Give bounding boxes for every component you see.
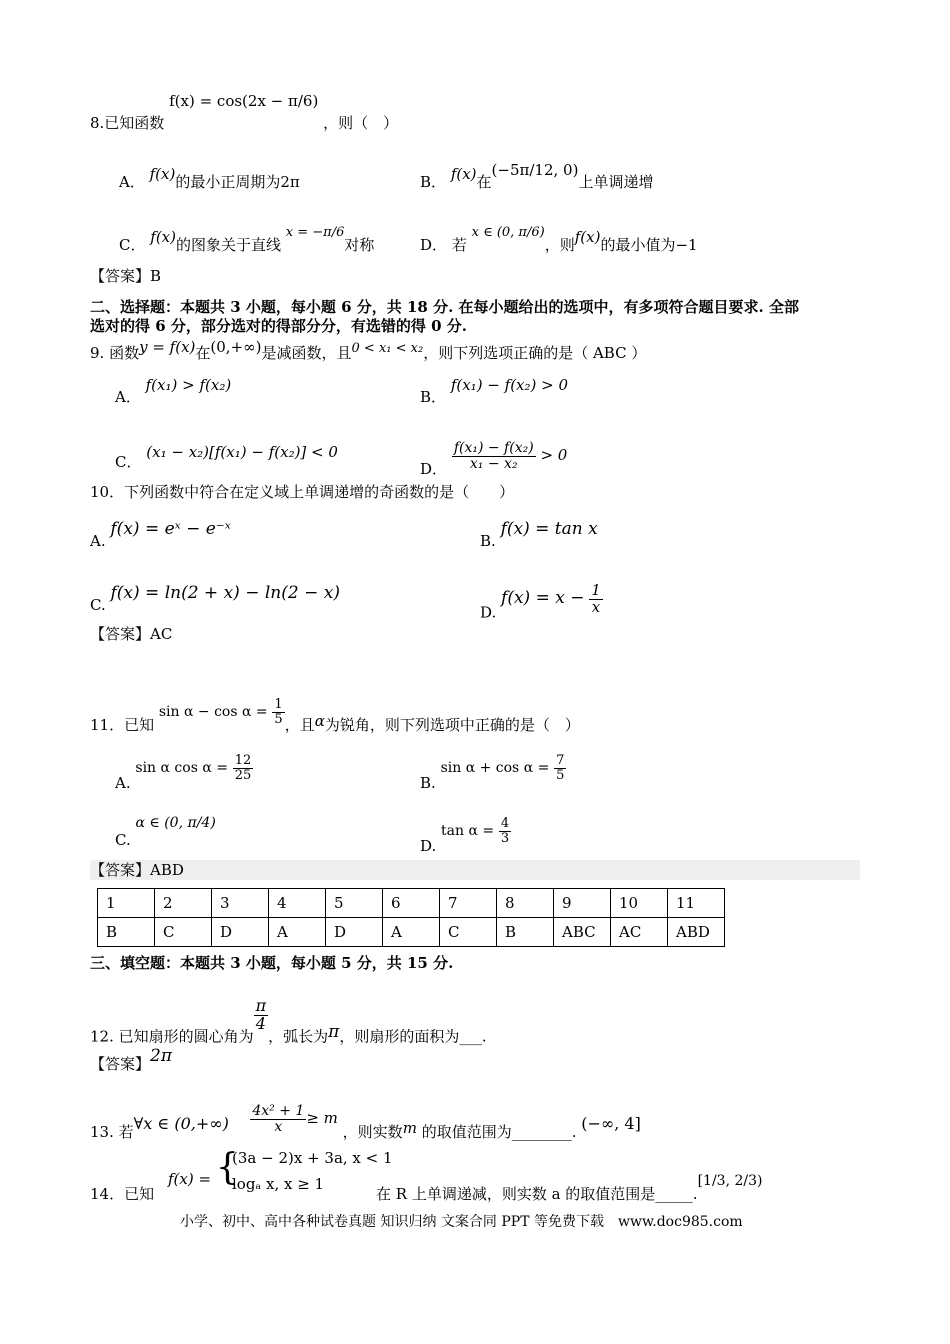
q8-option-b-fx: f(x) xyxy=(450,165,477,183)
q11-option-c-label: C. xyxy=(115,831,131,849)
q12-mid: ，弧长为 xyxy=(268,1027,329,1046)
q8-option-d-cond: x ∈ (0, π/6) xyxy=(471,225,545,240)
q9-option-d-fraction xyxy=(452,441,536,471)
q11-condition: sin α − cos α = xyxy=(158,704,268,721)
q11-option-d-fraction xyxy=(499,817,511,845)
q10-option-a xyxy=(90,519,231,550)
q11-stem xyxy=(90,697,580,740)
q8-option-d-label: D． xyxy=(420,236,448,254)
q13-fraction xyxy=(250,1104,306,1134)
table-cell: D xyxy=(326,918,383,947)
q9-option-d-label: D． xyxy=(420,460,448,479)
q11-alpha: α xyxy=(314,712,325,731)
q13-prefix: 13. 若 xyxy=(90,1123,134,1142)
q11-option-b-expr: sin α + cos α = xyxy=(440,760,550,777)
q12-angle-numerator: π xyxy=(255,996,267,1015)
table-cell: D xyxy=(212,918,269,947)
q9-prefix: 9. 函数 xyxy=(90,344,140,362)
q12-angle-denominator: 4 xyxy=(255,1013,266,1033)
q12-answer xyxy=(90,1046,173,1073)
table-cell: ABD xyxy=(668,918,725,947)
q8-option-b-label: B． xyxy=(420,173,447,191)
q8-option-c-label: C． xyxy=(119,236,146,254)
table-cell: 2 xyxy=(155,889,212,918)
q8-option-c xyxy=(119,225,375,254)
q8-option-b xyxy=(420,161,654,191)
table-cell: A xyxy=(269,918,326,947)
q11-option-b-fraction xyxy=(554,754,566,782)
table-cell: 6 xyxy=(383,889,440,918)
q8-option-c-end: 对称 xyxy=(344,236,375,254)
q9-option-d-tail: > 0 xyxy=(540,446,568,465)
q11-option-d-label: D. xyxy=(420,837,437,856)
q9-option-a-label: A． xyxy=(115,388,141,406)
table-cell: B xyxy=(497,918,554,947)
table-cell: 9 xyxy=(554,889,611,918)
q11-option-a-denominator: 25 xyxy=(234,767,252,783)
q10-option-b xyxy=(480,519,598,550)
table-cell: 5 xyxy=(326,889,383,918)
q14-piecewise xyxy=(168,1147,239,1188)
q8-option-a xyxy=(119,165,300,191)
q11-option-b-numerator: 7 xyxy=(556,753,565,768)
q8-suffix: ，则（ ） xyxy=(323,114,399,132)
q11-condition-numerator: 1 xyxy=(274,697,283,712)
q9-option-a xyxy=(115,376,232,406)
q9-mid1: 在 xyxy=(195,344,211,362)
table-cell: 7 xyxy=(440,889,497,918)
q8-option-b-pre: 在 xyxy=(476,173,492,191)
page-footer: 小学、初中、高中各种试卷真题 知识归纳 文案合同 PPT 等免费下载 www.doc985.com xyxy=(180,1214,743,1230)
section2-heading-line1: 二、选择题：本题共 3 小题，每小题 6 分，共 18 分. 在每小题给出的选项中，有多项符合题目要求. 全部 xyxy=(90,298,799,316)
q9-interval: (0,+∞) xyxy=(210,338,262,356)
q9-function: y = f(x) xyxy=(139,338,196,356)
q14-tail xyxy=(376,1173,763,1203)
q11-condition-denominator: 5 xyxy=(274,711,283,727)
q12-angle-fraction xyxy=(254,998,269,1033)
q8-option-c-line: x = −π/6 xyxy=(285,225,345,240)
q9-option-d-denominator: x₁ − x₂ xyxy=(469,455,518,472)
q13-denominator: x xyxy=(274,1118,283,1135)
q11-option-a-expr: sin α cos α = xyxy=(135,760,228,777)
section3-heading: 三、填空题：本题共 3 小题，每小题 5 分，共 15 分. xyxy=(90,954,454,972)
q8-function: f(x) = cos(2x − π/6) xyxy=(169,92,319,110)
q10-option-d-label: D. xyxy=(480,603,497,622)
q10-option-a-label: A. xyxy=(90,532,106,550)
q14-case2: logₐ x, x ≥ 1 xyxy=(232,1175,325,1193)
q9-option-c-expr: (x₁ − x₂)[f(x₁) − f(x₂)] < 0 xyxy=(146,443,338,461)
q14-fx: f(x) = xyxy=(168,1170,212,1188)
q8-option-d-fx: f(x) xyxy=(574,228,601,246)
q9-option-b-label: B． xyxy=(420,388,447,406)
table-cell: B xyxy=(98,918,155,947)
q9-option-d xyxy=(420,440,568,485)
q11-option-c xyxy=(115,815,216,849)
q11-suffix: 为锐角，则下列选项中正确的是（ ） xyxy=(324,716,580,735)
q12-suffix: ，则扇形的面积为___. xyxy=(339,1027,487,1046)
q12-prefix: 12. 已知扇形的圆心角为 xyxy=(90,1027,254,1046)
answer-table-header-row xyxy=(98,889,725,918)
q12-answer-value: 2π xyxy=(150,1046,173,1066)
table-cell: 10 xyxy=(611,889,668,918)
q8-option-c-text: 的图象关于直线 xyxy=(175,236,281,254)
table-cell: 8 xyxy=(497,889,554,918)
q10-option-d-numerator: 1 xyxy=(591,581,601,599)
q9-option-b-expr: f(x₁) − f(x₂) > 0 xyxy=(450,376,569,394)
q13-suffix: 的取值范围为________. xyxy=(421,1123,577,1142)
q8-option-a-label: A． xyxy=(119,173,145,191)
q11-option-a-fraction xyxy=(233,754,254,782)
q8-option-a-text: 的最小正周期为2π xyxy=(175,173,300,191)
q10-option-a-expr: f(x) = eˣ − e⁻ˣ xyxy=(110,519,231,539)
q11-option-b-label: B. xyxy=(420,774,436,793)
q13-answer: (−∞, 4] xyxy=(581,1114,641,1134)
q11-option-a-label: A. xyxy=(115,774,131,793)
q11-option-b xyxy=(420,753,566,798)
q14-stem xyxy=(90,1187,154,1202)
table-cell: A xyxy=(383,918,440,947)
table-cell: C xyxy=(440,918,497,947)
q13-mid: ，则实数 xyxy=(342,1123,403,1142)
q11-option-b-denominator: 5 xyxy=(556,767,565,783)
q8-option-d-mid: ，则 xyxy=(544,236,575,254)
q9-condition: 0 < x₁ < x₂ xyxy=(351,341,424,356)
table-cell: 3 xyxy=(212,889,269,918)
q9-option-a-expr: f(x₁) > f(x₂) xyxy=(145,376,232,394)
q9-option-b xyxy=(420,376,569,406)
q11-mid: ，且 xyxy=(284,716,315,735)
q10-option-d-fraction xyxy=(589,583,603,616)
q8-option-d xyxy=(420,225,698,254)
q10-stem: 10．下列函数中符合在定义域上单调递增的奇函数的是（ ） xyxy=(90,483,515,501)
q10-option-d-denominator: x xyxy=(591,597,601,616)
q8-option-d-pre: 若 xyxy=(451,236,467,254)
q13-numerator: 4x² + 1 xyxy=(252,1103,305,1119)
q11-option-a-numerator: 12 xyxy=(234,753,252,768)
section2-heading-line2: 选对的得 6 分，部分选对的得部分分，有选错的得 0 分. xyxy=(90,317,467,335)
table-cell: 1 xyxy=(98,889,155,918)
q10-option-d xyxy=(480,581,603,630)
q14-prefix: 14．已知 xyxy=(90,1185,155,1203)
q8-prefix: 8.已知函数 xyxy=(90,114,165,132)
q12-answer-label: 【答案】 xyxy=(90,1055,151,1073)
q11-option-d-expr: tan α = xyxy=(441,823,495,840)
answer-table xyxy=(97,888,725,947)
q10-option-c xyxy=(90,583,340,614)
q9-suffix: ，则下列选项正确的是（ ABC ） xyxy=(423,344,647,362)
q13-condition: ∀x ∈ (0,+∞) xyxy=(133,1114,229,1134)
q14-brace: { xyxy=(215,1147,239,1188)
table-cell: 11 xyxy=(668,889,725,918)
q11-answer: 【答案】ABD xyxy=(90,860,860,880)
q14-case1: (3a − 2)x + 3a, x < 1 xyxy=(232,1149,393,1167)
table-cell: 4 xyxy=(269,889,326,918)
q14-answer: [1/3, 2/3) xyxy=(697,1173,763,1189)
q11-option-a xyxy=(115,753,253,798)
q10-option-b-expr: f(x) = tan x xyxy=(500,519,598,539)
q13-inequality: ≥ m xyxy=(306,1109,338,1128)
q8-stem xyxy=(90,92,399,132)
q13-m: m xyxy=(402,1119,417,1138)
q11-option-d-denominator: 3 xyxy=(500,830,510,846)
q10-answer: 【答案】AC xyxy=(90,625,173,643)
q10-option-d-expr: f(x) = x − xyxy=(501,588,585,609)
q11-option-d xyxy=(420,816,511,861)
table-cell: ABC xyxy=(554,918,611,947)
q10-option-c-expr: f(x) = ln(2 + x) − ln(2 − x) xyxy=(110,583,340,603)
q8-answer: 【答案】B xyxy=(90,267,162,285)
q9-mid2: 是减函数，且 xyxy=(261,344,352,362)
q11-option-c-expr: α ∈ (0, π/4) xyxy=(135,815,216,831)
q8-option-a-fx: f(x) xyxy=(149,165,176,183)
q9-option-c xyxy=(115,443,338,471)
q13-stem xyxy=(90,1103,641,1148)
q10-option-b-label: B. xyxy=(480,532,496,550)
q8-option-d-text: 的最小值为−1 xyxy=(600,236,698,254)
table-cell: AC xyxy=(611,918,668,947)
q10-option-c-label: C. xyxy=(90,596,106,614)
q8-option-c-fx: f(x) xyxy=(150,228,176,246)
q14-suffix: 在 R 上单调递减，则实数 a 的取值范围是_____. xyxy=(376,1185,698,1203)
q9-option-d-numerator: f(x₁) − f(x₂) xyxy=(453,440,534,456)
q9-option-c-label: C． xyxy=(115,453,142,471)
q12-arc: π xyxy=(328,1022,340,1043)
answer-table-answer-row xyxy=(98,918,725,947)
q11-option-d-numerator: 4 xyxy=(500,816,510,831)
table-cell: C xyxy=(155,918,212,947)
q11-prefix: 11．已知 xyxy=(90,716,155,735)
q9-stem xyxy=(90,338,647,362)
q8-option-b-interval: (−5π/12, 0) xyxy=(491,161,579,179)
q11-condition-fraction xyxy=(272,698,284,726)
q8-option-b-text: 上单调递增 xyxy=(578,173,654,191)
